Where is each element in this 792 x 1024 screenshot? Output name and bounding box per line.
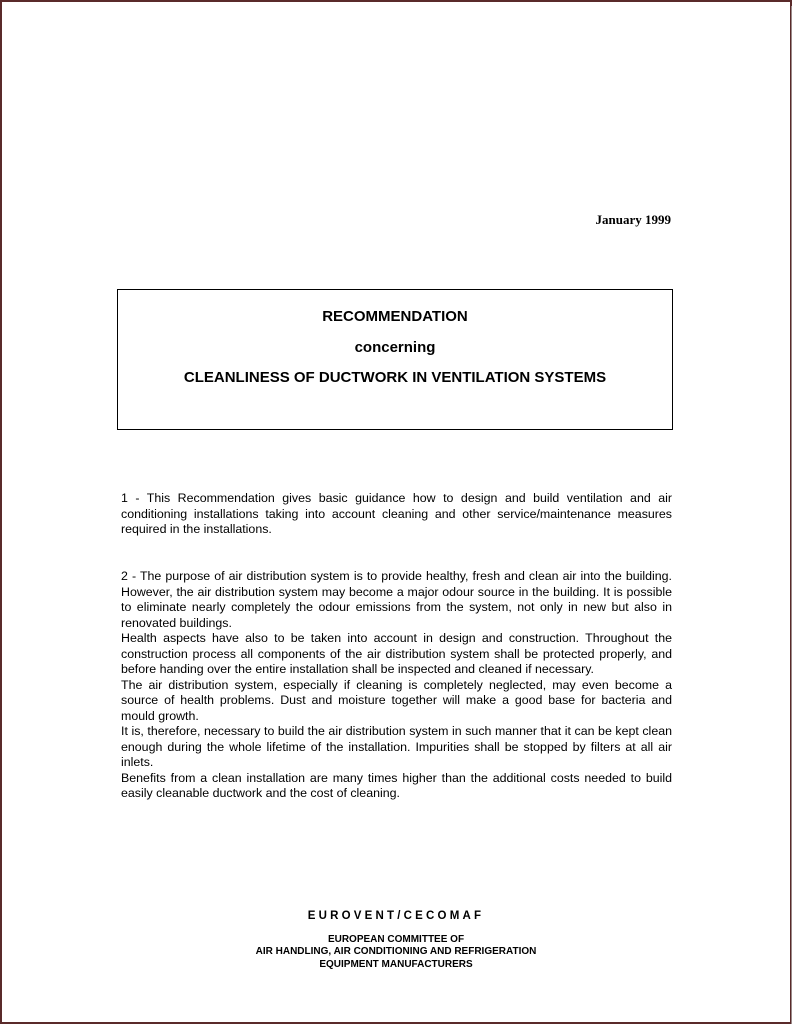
footer-line-1: EUROPEAN COMMITTEE OF — [327, 934, 465, 945]
paragraph-2-part-3: The air distribution system, especially if cleaning is completely neglected, may even become a source of health problems. Dust and moisture together will make a good base for bacteria and mould growth. — [121, 677, 672, 723]
paragraph-2 — [121, 569, 672, 802]
paragraph-2-part-4: It is, therefore, necessary to build the air distribution system in such manner that it can be kept clean enough during the whole lifetime of the installation. Impurities shall be stopped by filters at all air inlets. — [121, 724, 672, 769]
title-concerning: concerning — [354, 339, 436, 356]
document-date: January 1999 — [595, 212, 671, 227]
paragraph-2-part-5: Benefits from a clean installation are many times higher than the additional costs needed to build easily cleanable ductwork and the cost of cleaning. — [121, 770, 672, 800]
footer-line-2: AIR HANDLING, AIR CONDITIONING AND REFRIGERATION — [255, 946, 537, 957]
footer-organization: EUROVENT/CECOMAF — [307, 910, 485, 922]
footer-line-3: EQUIPMENT MANUFACTURERS — [319, 959, 473, 970]
title-recommendation: RECOMMENDATION — [322, 308, 468, 325]
paragraph-2-part-2: Health aspects have also to be taken into account in design and construction. Throughout the construction process all components of the air distribution system shall be protected properly, and before handing over the entire installation shall be inspected and cleaned if necessary. — [121, 631, 672, 676]
title-box — [117, 289, 673, 430]
paragraph-2-part-1: 2 - The purpose of air distribution system is to provide healthy, fresh and clean air into the building. However, the air distribution system may become a major odour source in the building. It is possible to eliminate nearly completely the odour emissions from the system, not only in new but also in renovated buildings. — [121, 569, 672, 630]
paragraph-1 — [121, 491, 672, 538]
paragraph-1-text: 1 - This Recommendation gives basic guidance how to design and build ventilation and air conditioning installations taking into account cleaning and other service/maintenance measures required in the installations. — [121, 491, 672, 536]
title-subject: CLEANLINESS OF DUCTWORK IN VENTILATION SYSTEMS — [183, 369, 607, 386]
